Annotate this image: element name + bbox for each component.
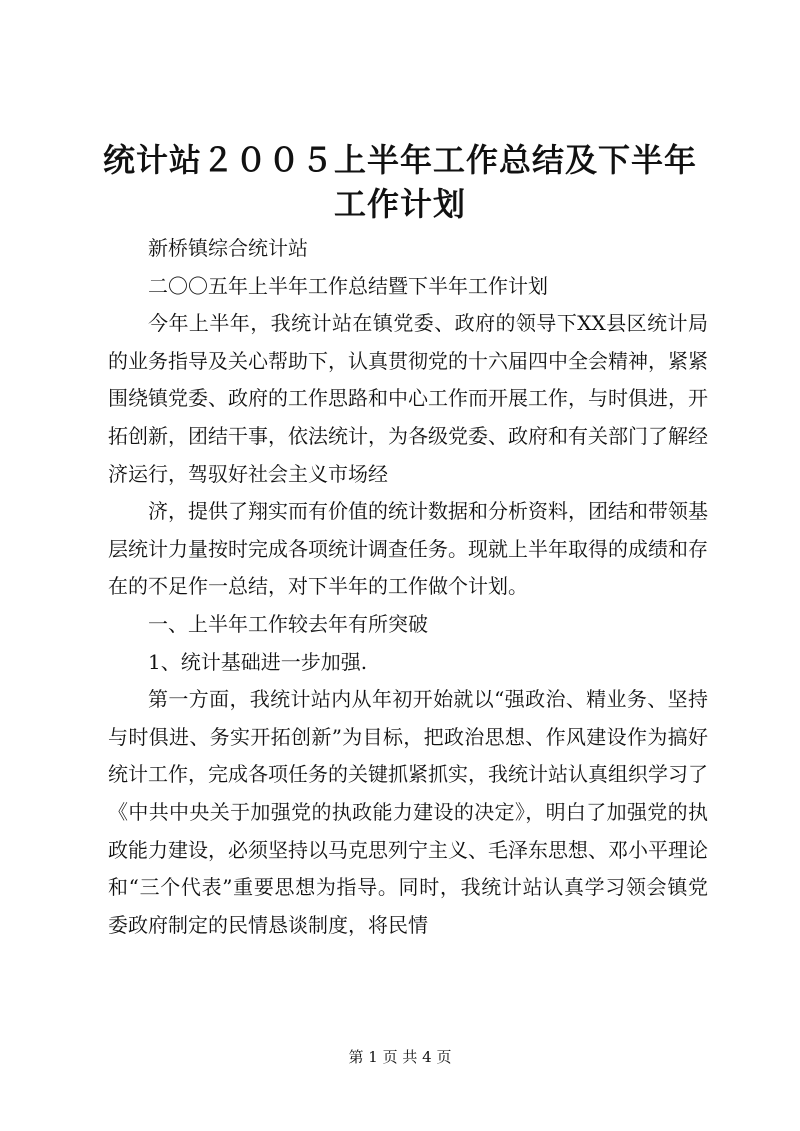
paragraph-subtitle: 二〇〇五年上半年工作总结暨下半年工作计划 — [148, 273, 548, 298]
section-heading: 一、上半年工作较去年有所突破 — [148, 611, 428, 636]
subsection-heading: 1、统计基础进一步加强. — [148, 649, 368, 674]
document-title: 统计站２００５上半年工作总结及下半年工作计划 — [102, 141, 697, 223]
page-footer: 第 1 页 共 4 页 — [348, 1048, 452, 1066]
paragraph-intro: 今年上半年，我统计站在镇党委、政府的领导下XX县区统计局的业务指导及关心帮助下，认真贯彻党的十六届四中全会精神，紧紧围绕镇党委、政府的工作思路和中心工作而开展工作，与时俱进，开拓创新，团结干事，依法统计，为各级党委、政府和有关部门了解经济运行，驾驭好社会主义市场经 — [108, 311, 708, 486]
document-body — [108, 230, 708, 944]
paragraph-first-aspect: 第一方面，我统计站内从年初开始就以“强政治、精业务、坚持与时俱进、务实开拓创新”为目标，把政治思想、作风建设作为搞好统计工作，完成各项任务的关键抓紧抓实，我统计站认真组织学习了《中共中央关于加强党的执政能力建设的决定》，明白了加强党的执政能力建设，必须坚持以马克思列宁主义、毛泽东思想、邓小平理论和“三个代表”重要思想为指导。同时，我统计站认真学习领会镇党委政府制定的民情恳谈制度，将民情 — [108, 687, 708, 937]
paragraph-org-name: 新桥镇综合统计站 — [148, 236, 308, 260]
paragraph-intro-continued: 济，提供了翔实而有价值的统计数据和分析资料，团结和带领基层统计力量按时完成各项统计调查任务。现就上半年取得的成绩和存在的不足作一总结，对下半年的工作做个计划。 — [108, 499, 708, 599]
